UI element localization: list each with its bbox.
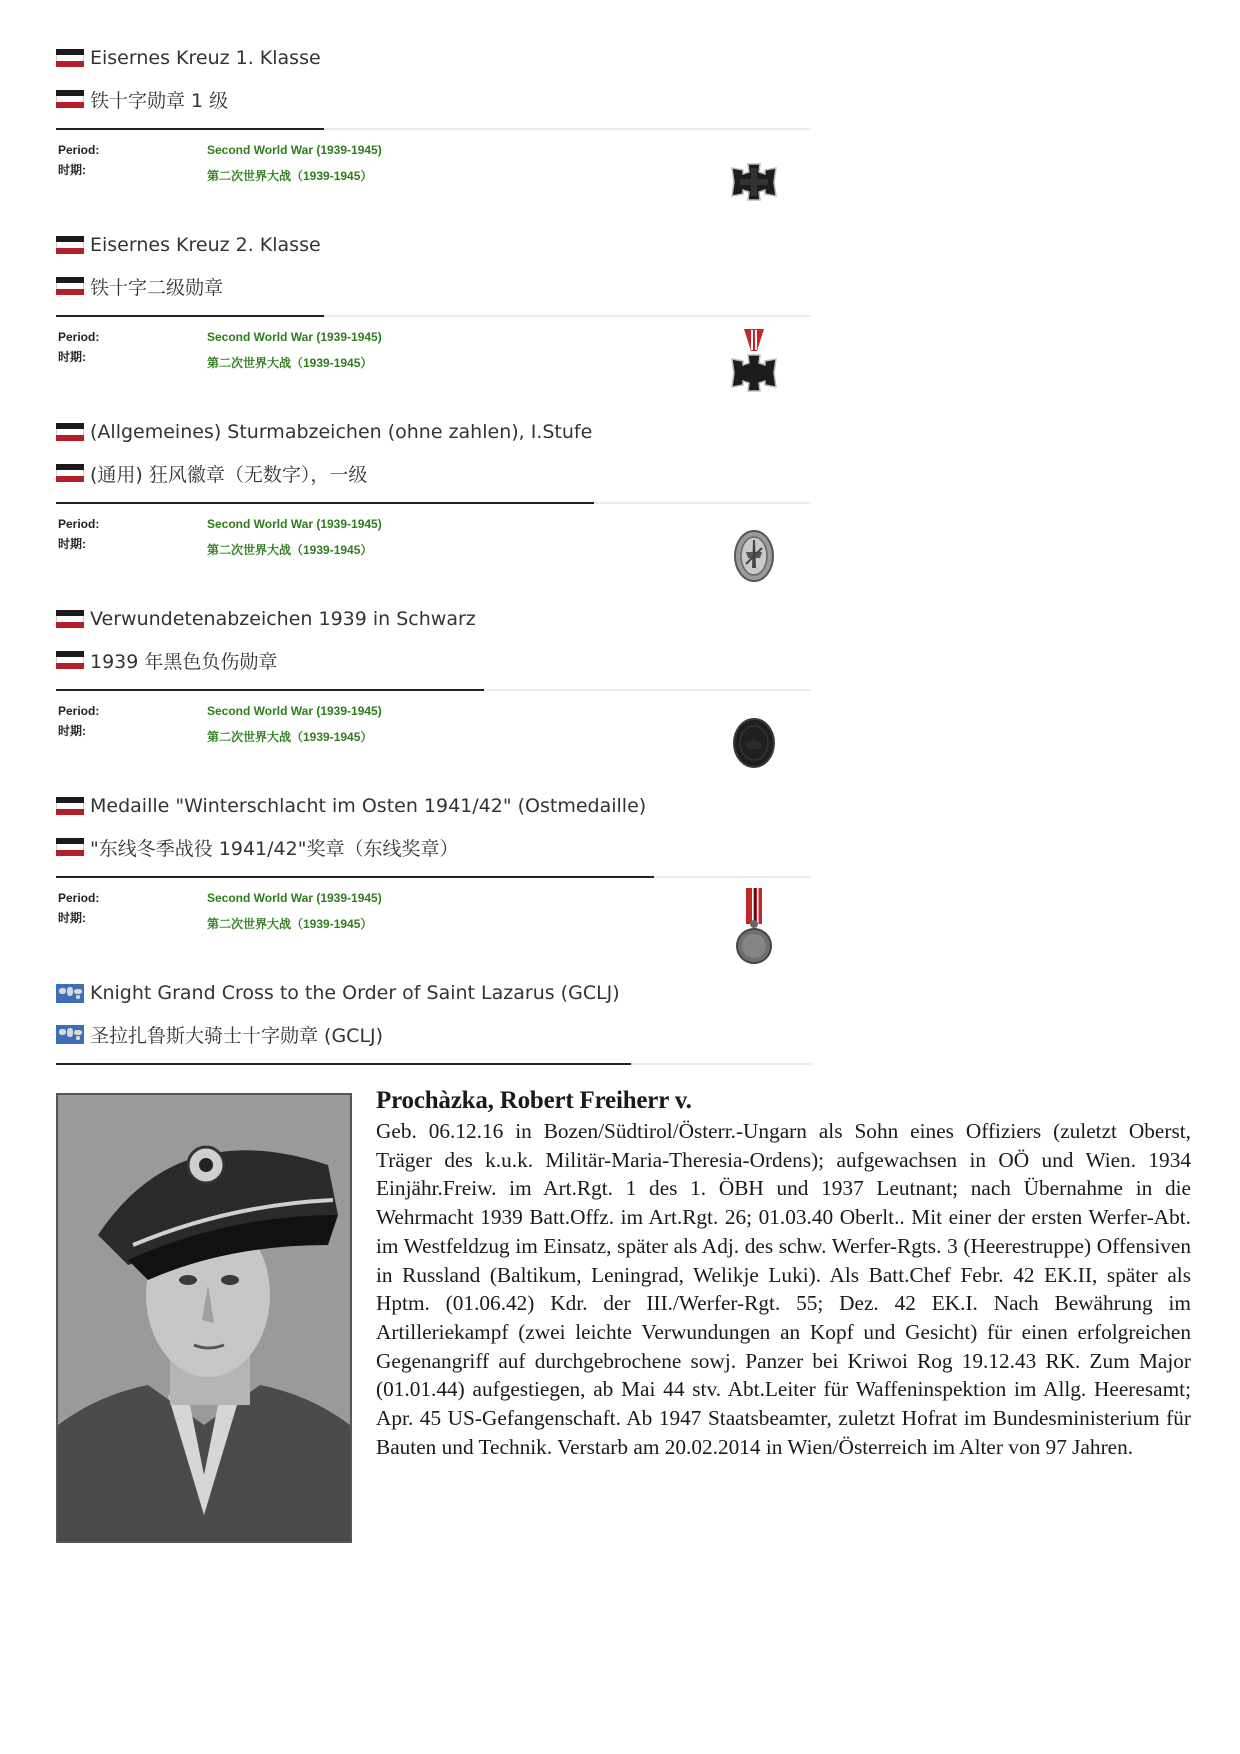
german-imperial-flag-icon [56, 423, 84, 442]
award-title-de-text: Verwundetenabzeichen 1939 in Schwarz [90, 608, 476, 630]
period-label-zh: 时期: [58, 911, 86, 925]
german-imperial-flag-icon [56, 49, 84, 68]
german-imperial-flag-icon [56, 464, 84, 483]
period-label: Period: [58, 517, 100, 531]
german-imperial-flag-icon [56, 236, 84, 255]
period-label: Period: [58, 891, 100, 905]
award-entry [56, 604, 816, 791]
award-title-zh-text: 铁十字勋章 1 级 [90, 89, 229, 112]
eastern-front-medal-icon [724, 886, 784, 966]
period-value: Second World War (1939-1945) [207, 517, 382, 531]
award-title-de-text: Eisernes Kreuz 1. Klasse [90, 47, 321, 69]
award-title-zh [56, 458, 816, 488]
award-title-zh-text: "东线冬季战役 1941/42"奖章（东线奖章） [90, 837, 459, 860]
award-title-zh-text: 圣拉扎鲁斯大骑士十字勋章 (GCLJ) [90, 1024, 384, 1047]
award-title-zh-text: 铁十字二级勋章 [90, 276, 224, 299]
award-title-de-text: Knight Grand Cross to the Order of Saint Lazarus (GCLJ) [90, 982, 620, 1004]
german-imperial-flag-icon [56, 90, 84, 109]
biography-body: Geb. 06.12.16 in Bozen/Südtirol/Österr.-Ungarn als Sohn eines Offiziers (zuletzt Oberst, Träger des k.u.k. Militär-Maria-Theresia-Ordens); aufgewachsen in OÖ und Wien. 1934 Einjähr.Freiw. im Art.Rgt. 1 des 1. ÖBH und 1937 Leutnant; nach Übernahme in die Wehrmacht 1939 Batt.Offz. im Art.Rgt. 26; 01.03.40 Oberlt.. Mit einer der ersten Werfer-Abt. im Westfeldzug im Einsatz, später als Adj. des schw. Werfer-Rgts. 3 (Heerestruppe) Offensiven in Russland (Baltikum, Leningrad, Welikje Luki). Als Batt.Chef Febr. 42 EK.II, später als Hptm. (01.06.42) Kdr. der III./Werfer-Rgt. 55; Dez. 42 EK.I. Nach Bewährung im Artilleriekampf (zwei leichte Verwundungen an Kopf und Gesicht) für einen erfolgreichen Gegenangriff auf durchgebrochene sowj. Panzer bei Kriwoi Rog 19.12.43 RK. Zum Major (01.01.44) aufgestiegen, ab Mai 44 stv. Abt.Leiter für Waffeninspektion im Allg. Heeresamt; Apr. 45 US-Gefangenschaft. Ab 1947 Staatsbeamter, zuletzt Hofrat im Bundesministerium für Bauten und Technik. Verstarb am 20.02.2014 in Wien/Österreich im Alter von 97 Jahren. [376, 1119, 1191, 1459]
award-entry [56, 417, 816, 604]
period-value-zh: 第二次世界大战（1939-1945） [207, 917, 373, 931]
award-title-zh-text: (通用) 狂风徽章（无数字），一级 [90, 463, 368, 486]
period-value-zh: 第二次世界大战（1939-1945） [207, 356, 373, 370]
period-value-zh: 第二次世界大战（1939-1945） [207, 169, 373, 183]
period-value: Second World War (1939-1945) [207, 330, 382, 344]
divider [56, 1063, 811, 1065]
biography [376, 1087, 1191, 1461]
period-label-zh: 时期: [58, 537, 86, 551]
award-title-zh [56, 832, 816, 862]
award-title-de-text: (Allgemeines) Sturmabzeichen (ohne zahlen), I.Stufe [90, 421, 593, 443]
award-title-de-text: Eisernes Kreuz 2. Klasse [90, 234, 321, 256]
period-label-zh: 时期: [58, 350, 86, 364]
award-period-block [56, 130, 816, 230]
period-value-zh: 第二次世界大战（1939-1945） [207, 730, 373, 744]
award-title-zh [56, 271, 816, 301]
period-value: Second World War (1939-1945) [207, 891, 382, 905]
period-value-zh: 第二次世界大战（1939-1945） [207, 543, 373, 557]
award-entry [56, 230, 816, 417]
portrait-photo [56, 1093, 352, 1543]
assault-badge-icon [724, 512, 784, 592]
period-label: Period: [58, 143, 100, 157]
award-title-zh [56, 645, 816, 675]
wound-badge-black-icon [724, 699, 784, 779]
award-title-de [56, 604, 816, 634]
biography-name: Prochàzka, Robert Freiherr v. [376, 1087, 692, 1114]
award-title-de [56, 43, 816, 73]
iron-cross-second-class-icon [724, 325, 784, 405]
period-label-zh: 时期: [58, 724, 86, 738]
german-imperial-flag-icon [56, 797, 84, 816]
world-map-flag-icon [56, 1025, 84, 1044]
award-period-block [56, 317, 816, 417]
award-entry [56, 43, 816, 230]
period-value: Second World War (1939-1945) [207, 704, 382, 718]
period-label: Period: [58, 704, 100, 718]
german-imperial-flag-icon [56, 838, 84, 857]
award-entry [56, 791, 816, 978]
german-imperial-flag-icon [56, 651, 84, 670]
award-title-zh [56, 84, 816, 114]
world-map-flag-icon [56, 984, 84, 1003]
award-title-de [56, 978, 816, 1008]
award-title-zh-text: 1939 年黑色负伤勋章 [90, 650, 278, 673]
award-period-block [56, 691, 816, 791]
period-label: Period: [58, 330, 100, 344]
german-imperial-flag-icon [56, 277, 84, 296]
period-value: Second World War (1939-1945) [207, 143, 382, 157]
award-title-de [56, 417, 816, 447]
award-title-de [56, 791, 816, 821]
award-period-block [56, 878, 816, 978]
award-entry [56, 978, 816, 1065]
german-imperial-flag-icon [56, 610, 84, 629]
award-title-de [56, 230, 816, 260]
award-title-zh [56, 1019, 816, 1049]
award-title-de-text: Medaille "Winterschlacht im Osten 1941/42" (Ostmedaille) [90, 795, 647, 817]
award-period-block [56, 504, 816, 604]
period-label-zh: 时期: [58, 163, 86, 177]
iron-cross-first-class-icon [724, 138, 784, 218]
